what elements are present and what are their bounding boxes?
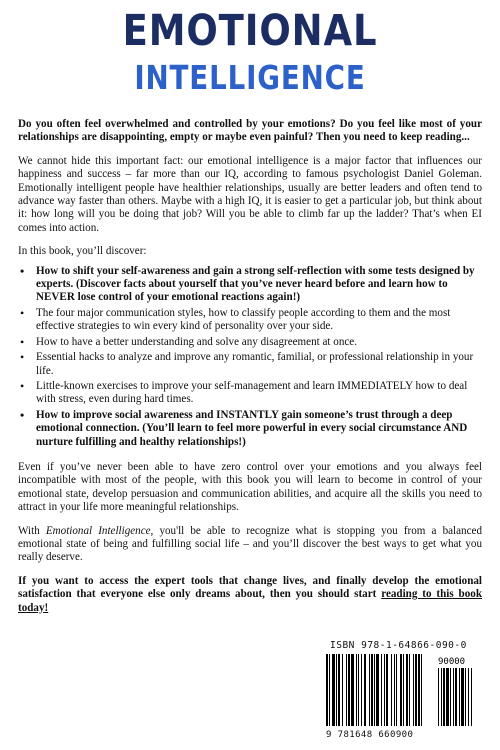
barcode-digits: 9 781648 660900 bbox=[326, 730, 414, 740]
barcode-bar bbox=[358, 654, 359, 726]
barcode-bar bbox=[348, 654, 350, 726]
discover-list-item: • Essential hacks to analyze and improve any romantic, familial, or professional relationship in your life. bbox=[18, 351, 482, 378]
price-barcode-bar bbox=[450, 668, 451, 726]
isbn-number: ISBN 978-1-64866-090-0 bbox=[330, 640, 467, 651]
barcode-bar bbox=[421, 654, 422, 726]
price-barcode-bar bbox=[443, 668, 445, 726]
barcode-bar bbox=[374, 654, 375, 726]
barcode-bar bbox=[326, 654, 328, 726]
barcode-bar bbox=[406, 654, 408, 726]
price-barcode-bar bbox=[441, 668, 442, 726]
barcode-bar bbox=[418, 654, 420, 726]
barcode-bar bbox=[361, 654, 362, 726]
control-paragraph: Even if you’ve never been able to have zero control over your emotions and you always feel incompatible with most of the people, with this book you will learn to become in control of your emotional state, develop persuasion and communication abilities, and acquire all the skills you need to attract in your life more meaningful relationships. bbox=[18, 460, 482, 514]
price-barcode-bar bbox=[459, 668, 460, 726]
barcode-bar bbox=[413, 654, 414, 726]
discover-list bbox=[18, 265, 482, 449]
price-barcode-bar bbox=[465, 668, 466, 726]
barcode-bar bbox=[332, 654, 335, 726]
price-barcode-bar bbox=[453, 668, 454, 726]
barcode-bar bbox=[386, 654, 388, 726]
barcode-bar bbox=[329, 654, 330, 726]
barcode-bar bbox=[396, 654, 397, 726]
barcode-bar bbox=[346, 654, 347, 726]
price-barcode-bar bbox=[455, 668, 457, 726]
barcode-bar bbox=[403, 654, 404, 726]
barcode-bar bbox=[342, 654, 343, 726]
with-prefix: With bbox=[18, 524, 46, 537]
barcode-bar bbox=[391, 654, 392, 726]
book-title-line2: INTELLIGENCE bbox=[134, 58, 366, 97]
lead-paragraph: Do you often feel overwhelmed and controlled by your emotions? Do you feel like most of your relationships are disappointing, empty or maybe even painful? Then you need to keep reading... bbox=[18, 118, 482, 144]
barcode-bar bbox=[369, 654, 370, 726]
barcode-bar bbox=[415, 654, 417, 726]
with-rest: you'll be able to recognize what is stopping you from a balanced emotional state of being and fulfilling social life – and you’ll discover the best ways to get what you really deserve. bbox=[18, 524, 482, 564]
barcode-bar bbox=[356, 654, 357, 726]
price-barcode-bar bbox=[461, 668, 464, 726]
barcode-bar bbox=[400, 654, 402, 726]
barcode-bar bbox=[376, 654, 379, 726]
price-code: 90000 bbox=[438, 657, 466, 667]
discover-list-item: • How to shift your self-awareness and gain a strong self-reflection with some tests designed by experts. (Discover facts about yourself that you’ve never heard before and learn how to NEVER lose control of your emotional reactions again!) bbox=[18, 265, 482, 305]
barcode-bar bbox=[336, 654, 337, 726]
barcode-bar bbox=[409, 654, 410, 726]
discover-list-item: • The four major communication styles, how to classify people according to them and the most effective strategies to win every kind of personality over your side. bbox=[18, 307, 482, 334]
barcode-bar bbox=[394, 654, 395, 726]
discover-list-item: • How to improve social awareness and INSTANTLY gain someone’s trust through a deep emotional connection. (You’ll learn to feel more powerful in every social circumstance AND nurture fulfilling and healthy relationships!) bbox=[18, 409, 482, 449]
book-title-italic: Emotional Intelligence, bbox=[45, 524, 154, 537]
discover-intro: In this book, you’ll discover: bbox=[18, 245, 147, 258]
price-barcode-bar bbox=[468, 668, 469, 726]
barcode-bar bbox=[384, 654, 385, 726]
price-barcode-bar bbox=[471, 668, 472, 726]
price-barcode-bar bbox=[446, 668, 449, 726]
price-barcode-bar bbox=[438, 668, 439, 726]
discover-list-item: • Little-known exercises to improve your self-management and learn IMMEDIATELY how to deal with stress, even during hard times. bbox=[18, 380, 482, 407]
barcode-bar bbox=[364, 654, 366, 726]
back-cover-text bbox=[18, 118, 482, 625]
isbn-label bbox=[330, 640, 467, 651]
cta-underlined: reading to this book today! bbox=[18, 588, 482, 614]
barcode-bar bbox=[381, 654, 382, 726]
fact-paragraph: We cannot hide this important fact: our emotional intelligence is a major factor that influences our happiness and success – far more than our IQ, according to famous psychologist Daniel Goleman. Emotionally intelligent people have healthier relationships, usually are better leaders and often tend to advance way faster than others. Maybe with a high IQ, it is easier to get a particular job, but think about it: how long will you be doing that job? Will you be able to climb far up the ladder? That’s when EI comes into action. bbox=[18, 154, 482, 234]
barcode-bars bbox=[326, 654, 484, 730]
book-title-line1: EMOTIONAL bbox=[122, 6, 378, 56]
barcode-bar bbox=[351, 654, 354, 726]
barcode-bar bbox=[338, 654, 340, 726]
discover-list-item: • How to have a better understanding and solve any disagreement at once. bbox=[18, 336, 482, 349]
isbn-barcode bbox=[318, 636, 492, 744]
cta-main: If you want to access the expert tools that change lives, and finally develop the emotional satisfaction that everyone else only dreams about, then you should start bbox=[18, 574, 482, 601]
barcode-bar bbox=[371, 654, 373, 726]
with-paragraph bbox=[18, 525, 482, 565]
cta-paragraph bbox=[18, 575, 482, 615]
